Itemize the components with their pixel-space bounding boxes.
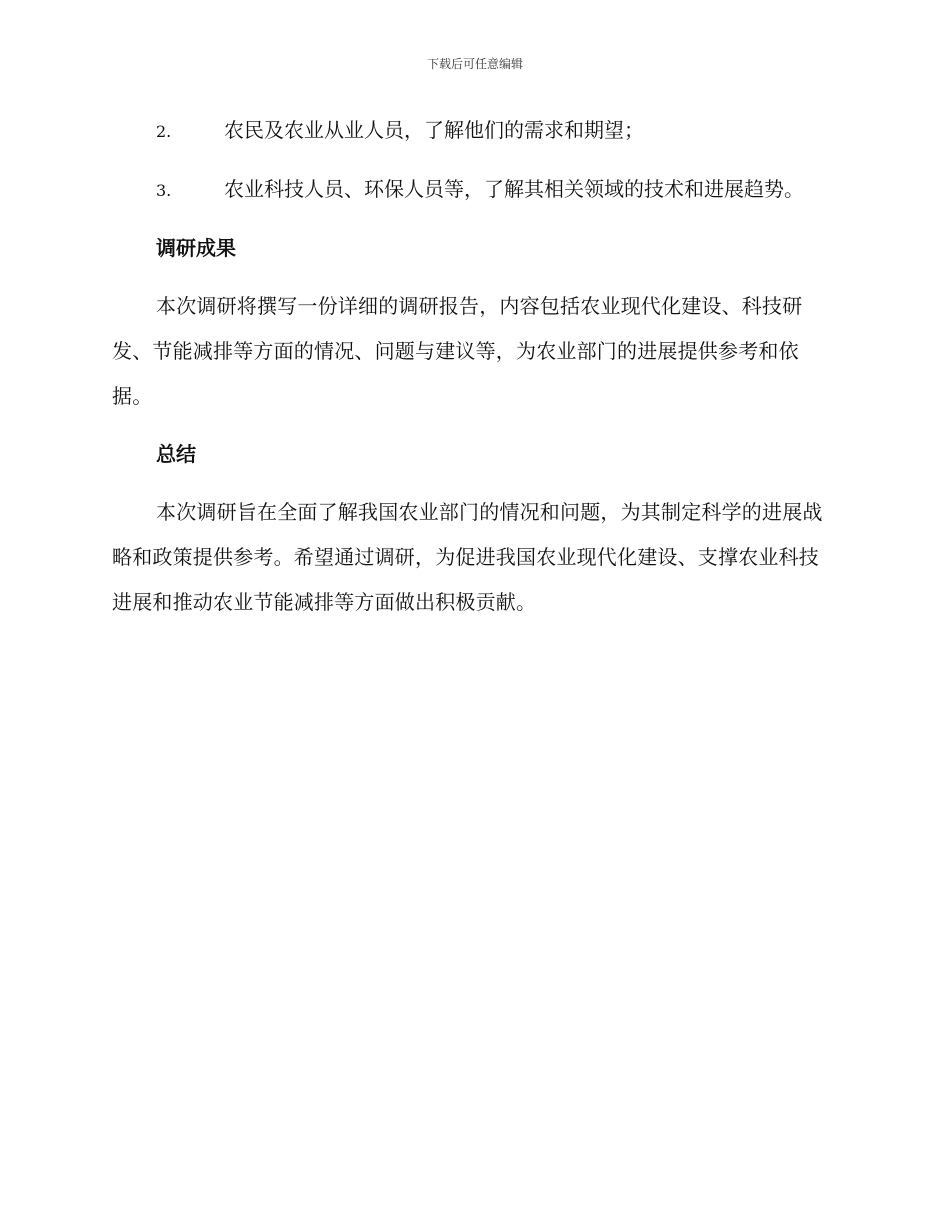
section-paragraph-summary: 本次调研旨在全面了解我国农业部门的情况和问题，为其制定科学的进展战略和政策提供参考。希望通过调研，为促进我国农业现代化建设、支撑农业科技进展和推动农业节能减排等方面做出积极贡献。 (112, 500, 823, 614)
list-item-number: 3. (156, 181, 172, 200)
list-item (112, 108, 832, 154)
list-item-text: 农业科技人员、环保人员等，了解其相关领域的技术和进展趋势。 (224, 177, 804, 201)
list-item-text: 农民及农业从业人员，了解他们的需求和期望； (224, 118, 644, 142)
list-item (112, 167, 832, 213)
section-heading-results: 调研成果 (156, 236, 236, 260)
document-body (112, 108, 832, 638)
section-paragraph-results: 本次调研将撰写一份详细的调研报告，内容包括农业现代化建设、科技研发、节能减排等方面的情况、问题与建议等，为农业部门的进展提供参考和依据。 (112, 294, 803, 408)
section-heading-summary: 总结 (156, 442, 196, 466)
list-item-number: 2. (156, 122, 172, 141)
page-header-note: 下载后可任意编辑 (426, 57, 523, 71)
